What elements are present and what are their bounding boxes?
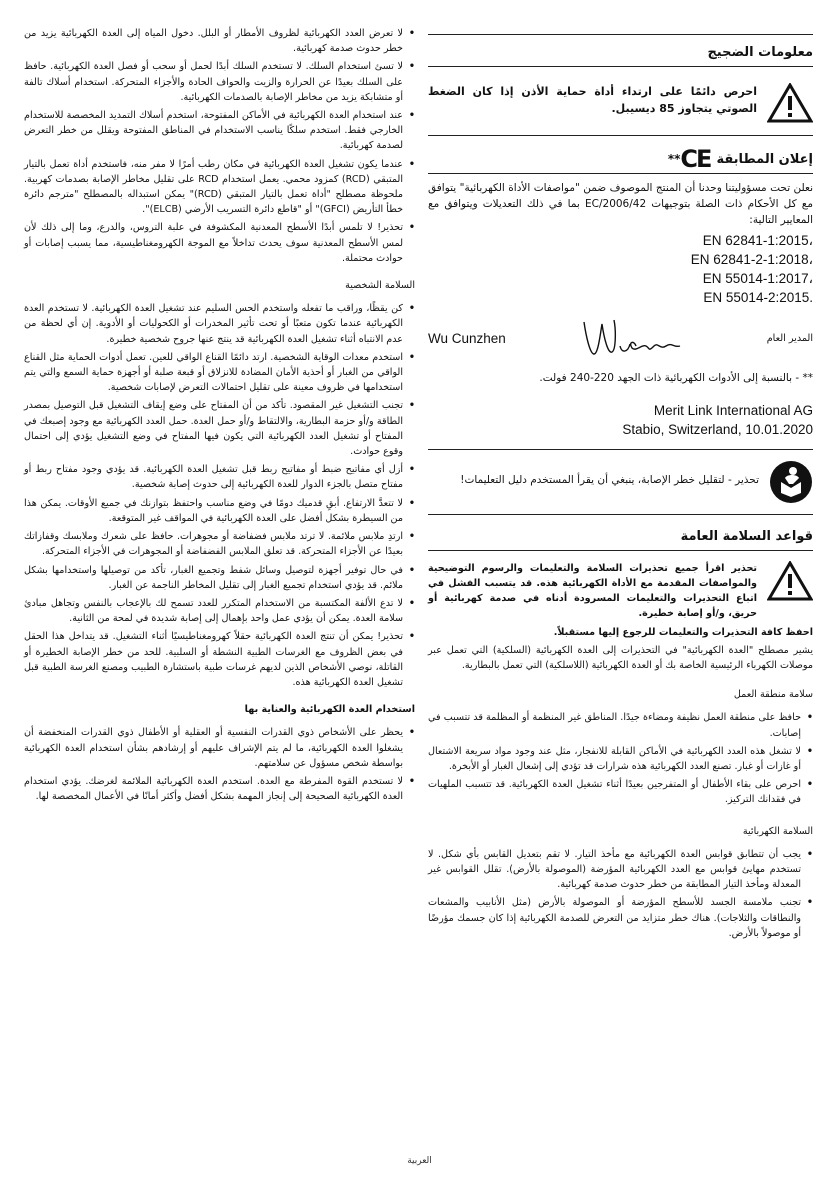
voltage-note: ** - بالنسبة إلى الأدوات الكهربائية ذات الجهد 220-240 فولت. [539, 372, 813, 385]
read-manual-icon [769, 460, 813, 504]
personal-item: • أزل أي مفاتيح ضبط أو مفاتيح ربط قبل تشغيل العدة الكهربائية. قد يؤدي وجود مفتاح ربط أو مفتاح متصل بالجزء الدوار للعدة الكهربائية إلى حدوث إصابة شخصية. [24, 462, 415, 492]
noise-title: معلومات الضجيج [707, 45, 813, 60]
keep-warnings: احفظ كافة التحذيرات والتعليمات للرجوع إليها مستقبلاً. [553, 626, 813, 638]
work-area-item: • حافظ على منطقة العمل نظيفة ومضاءة جيدًا. المناطق غير المنظمة أو المظلمة قد تتسبب في إصابات. [428, 710, 813, 740]
signature-row [428, 315, 813, 361]
electrical-item: • عند استخدام العدة الكهربائية في الأماكن المفتوحة، استخدم أسلاك التمديد المخصصة للاستخدام الخارجي فقط. استخدم سلكًا يناسب الاستخدام في المناطق المفتوحة ويقلل من خطر التعرض لصدمة كهربائية. [24, 108, 415, 154]
page-footer-language: العربية [407, 1156, 432, 1166]
conformity-title: إعلان المطابقة [716, 152, 813, 168]
personal-item: • تحذير! يمكن أن تنتج العدة الكهربائية حقلاً كهرومغناطيسيًا أثناء التشغيل. قد يتداخل هذا الحقل في بعض الظروف مع الغرسات الطبية النشطة أو السلبية. للحد من خطر الإصابة الخطيرة أو القاتلة، نوصي الأشخاص الذين لديهم غرسات طبية باستشارة الطبيب ومصنع الغرسة الطبية قبل تشغيل العدة الكهربائية هذه. [24, 629, 415, 690]
ce-mark-icon [667, 145, 711, 174]
use-care-item: • يحظر على الأشخاص ذوي القدرات النفسية أو العقلية أو الأطفال ذوي القدرات المنخفضة أن يشغلوا العدة الكهربائية، ما لم يتم الإشراف عليهم أو إرشادهم بشأن استخدام العدة الكهربائية بواسطة شخص مسؤول عن سلامتهم. [24, 725, 415, 771]
work-area-item: • لا تشغل هذه العدد الكهربائية في الأماكن القابلة للانفجار، مثل عند وجود مواد سريعة الاشتعال أو غازات أو غبار. تصنع العدد الكهربائية هذه شرارات قد تؤدي إلى إشعال الغبار أو الأبخرة. [428, 744, 813, 774]
general-warning-text: تحذير اقرأ جميع تحذيرات السلامة والتعليمات والرسوم التوضيحية والمواصفات المقدمة مع الأداة الكهربائية هذه. قد يتسبب الفشل في اتباع التحذيرات والتعليمات المسرودة أدناه في صدمة كهربائية أو حريق، و/أو إصابة خطيرة. [428, 562, 757, 620]
place-date: Stabio, Switzerland, 10.01.2020 [622, 421, 813, 437]
work-area-item: • احرص على بقاء الأطفال أو المتفرجين بعيدًا أثناء تشغيل العدة الكهربائية. قد تتسبب الملهيات في فقدانك التركيز. [428, 777, 813, 807]
warning-triangle-icon [767, 561, 813, 601]
personal-item: • لا تدع الألفة المكتسبة من الاستخدام المتكرر للعدد تسمح لك بالإعجاب بالنفس وتجاهل مبادئ سلامة العدة. يمكن أن يؤدي عمل واحد بإهمال إلى إصابة شديدة في لمحة من الثانية. [24, 596, 415, 626]
conformity-divider [428, 173, 813, 174]
manual-warning [428, 460, 813, 504]
signature-icon [576, 316, 696, 360]
personal-item: • في حال توفير أجهزة لتوصيل وسائل شفط وتجميع الغبار، تأكد من توصيلها واستخدامها بشكل ملائم. قد يؤدي استخدام تجميع الغبار إلى تقليل المخاطر الناجمة عن الغبار. [24, 563, 415, 593]
use-care-item: • لا تستخدم القوة المفرطة مع العدة. استخدم العدة الكهربائية الملائمة لغرضك. يؤدي استخدام العدة الكهربائية الصحيحة إلى إنجاز المهمة بشكل أفضل وأكثر أمانًا في الأعمال المخصصة لها. [24, 774, 415, 804]
noise-warning [428, 83, 813, 123]
standard-2: EN 55014-1:2017، [702, 271, 813, 287]
electrical-item: • تحذير! لا تلمس أبدًا الأسطح المعدنية المكشوفة في علبة التروس، والدرع، وما إلى ذلك لأن لمس الأسطح المعدنية سوف يحدث تداخلاً مع الموجة الكهرومغناطيسية، مما يسبب إصابات أو حوادث محتملة. [24, 220, 415, 266]
general-warning [428, 561, 813, 625]
standard-3: EN 55014-2:2015. [703, 290, 813, 306]
personal-item: • استخدم معدات الوقاية الشخصية. ارتد دائمًا القناع الواقي للعين. تعمل أدوات الحماية مثل القناع الواقي من الغبار أو أحذية الأمان المضادة للانزلاق أو قبعة صلبة أو أجهزة حماية السمع والتي يتم استخدامها في ظروف معينة على تقليل احتمالات التعرض لإصابات شخصية. [24, 350, 415, 396]
noise-divider [428, 66, 813, 67]
electrical-item: • لا تسئ استخدام السلك. لا تستخدم السلك أبدًا لحمل أو سحب أو فصل العدة الكهربائية. حافظ على السلك بعيدًا عن الحرارة والزيت والحواف الحادة والأجزاء المتحركة. استخدام أسلاك تالفة أو متشابكة يزيد من مخاطر الإصابة بالصدمات الكهربائية. [24, 59, 415, 105]
electrical-item: • عندما يكون تشغيل العدة الكهربائية في مكان رطب أمرًا لا مفر منه، فاستخدم أداة تعمل بالتيار المتبقي (RCD) كمزود محمي. يعمل استخدام RCD على تقليل مخاطر الإصابة بصدمات كهربية. ملحوظة مصطلح "أداة تعمل بالتيار المتبقي (RCD)" يمكن استبداله بالمصطلح "مترجم دائرة خطأ التأريض (GFCI)" أو "قاطع دائرة التسريب الأرضي (ELCB)". [24, 157, 415, 218]
electrical-title: السلامة الكهربائية [742, 825, 813, 837]
ce-stars: ** [667, 152, 681, 167]
personal-item: • كن يقظًا، وراقب ما تفعله واستخدم الحس السليم عند تشغيل العدة الكهربائية. لا تستخدم العدة الكهربائية عندما تكون متعبًا أو تحت تأثير المخدرات أو الكحوليات أو الأدوية. إن أي لحظة من عدم الانتباه أثناء تشغيل العدة الكهربائية قد ينتج عنها جروح شخصية خطيرة. [24, 301, 415, 347]
left-column [24, 26, 415, 807]
company-name: Merit Link International AG [653, 402, 813, 418]
personal-item: • لا تتعدَّ الارتفاع. أبقِ قدميك دومًا في وضع مناسب واحتفظ بتوازنك في جميع الأوقات. يمكن هذا من السيطرة بشكل أفضل على العدة الكهربائية في المواقف غير المتوقعة. [24, 496, 415, 526]
manager-name: Wu Cunzhen [428, 330, 506, 346]
general-rules-title: قواعد السلامة العامة [680, 528, 813, 544]
electrical-item: • لا تعرض العدد الكهربائية لظروف الأمطار أو البلل. دخول المياه إلى العدة الكهربائية يزيد من خطر حدوث صدمة كهربائية. [24, 26, 415, 56]
top-divider [428, 34, 813, 35]
noise-bottom-divider [428, 135, 813, 136]
ce-mark: CE [680, 145, 711, 174]
general-divider [428, 550, 813, 551]
personal-item: • تجنب التشغيل غير المقصود. تأكد من أن المفتاح على وضع إيقاف التشغيل قبل التوصيل بمصدر الطاقة و/أو حزمة البطارية، والالتقاط و/أو حمل العدة. حمل العدد الكهربائية مع وجود إصبعك في المفتاح أو تشغيل العدد الكهربائية التي يكون فيها المفتاح في وضع التشغيل يؤدي إلى احتمال وقوع حوادث. [24, 398, 415, 459]
noise-text: احرص دائمًا على ارتداء أداة حماية الأذن إذا كان الضغط الصوتي يتجاوز 85 ديسيبل. [428, 85, 757, 116]
manual-divider [428, 514, 813, 515]
conformity-text: نعلن تحت مسؤوليتنا وحدنا أن المنتج الموصوف ضمن "مواصفات الأداة الكهربائية" يتوافق مع كل الأحكام ذات الصلة بتوجيهات 2006/42/EC بما في ذلك التعديلات ويتوافق مع المعايير التالية: [428, 182, 813, 227]
term-note: يشير مصطلح "العدة الكهربائية" في التحذيرات إلى العدة الكهربائية (السلكية) التي تعمل عبر موصلات الكهرباء الرئيسية الخاصة بك أو العدة الكهربائية (اللاسلكية) التي تعمل بالبطارية. [428, 644, 813, 672]
company-divider [428, 449, 813, 450]
electrical-item: • يجب أن تتطابق قوابس العدة الكهربائية مع مأخذ التيار. لا تقم بتعديل القابس بأي شكل. لا تستخدم مهايئ قوابس مع العدد الكهربائية المؤرضة (الموصولة بالأرض). تقلل القوابس غير المعدلة ومأخذ التيار المطابقة من خطر حدوث صدمة كهربائية. [428, 847, 813, 893]
standard-1: EN 62841-2-1:2018، [690, 252, 813, 268]
right-column [428, 26, 813, 944]
work-area-title: سلامة منطقة العمل [733, 689, 813, 701]
personal-item: • ارتدِ ملابس ملائمة. لا ترتد ملابس فضفاضة أو مجوهرات. حافظ على شعرك وملابسك وقفازاتك بعيدًا عن الأجزاء المتحركة. قد تعلق الملابس الفضفاضة أو المجوهرات في الأجزاء المتحركة. [24, 529, 415, 559]
personal-title: السلامة الشخصية [345, 280, 415, 292]
conformity-header [428, 145, 813, 174]
manager-label: المدير العام [766, 332, 813, 344]
standard-0: EN 62841-1:2015، [702, 233, 813, 249]
electrical-item: • تجنب ملامسة الجسد للأسطح المؤرضة أو الموصولة بالأرض (مثل الأنابيب والمشعات والنطاقات والثلاجات). هناك خطر متزايد من التعرض للصدمة الكهربائية إذا كان جسمك مؤرضًا أو موصولاً بالأرض. [428, 895, 813, 941]
manual-warning-text: تحذير - لتقليل خطر الإصابة، ينبغي أن يقرأ المستخدم دليل التعليمات! [460, 474, 759, 487]
use-care-title: استخدام العدة الكهربائية والعناية بها [244, 704, 415, 716]
warning-triangle-icon [767, 83, 813, 123]
